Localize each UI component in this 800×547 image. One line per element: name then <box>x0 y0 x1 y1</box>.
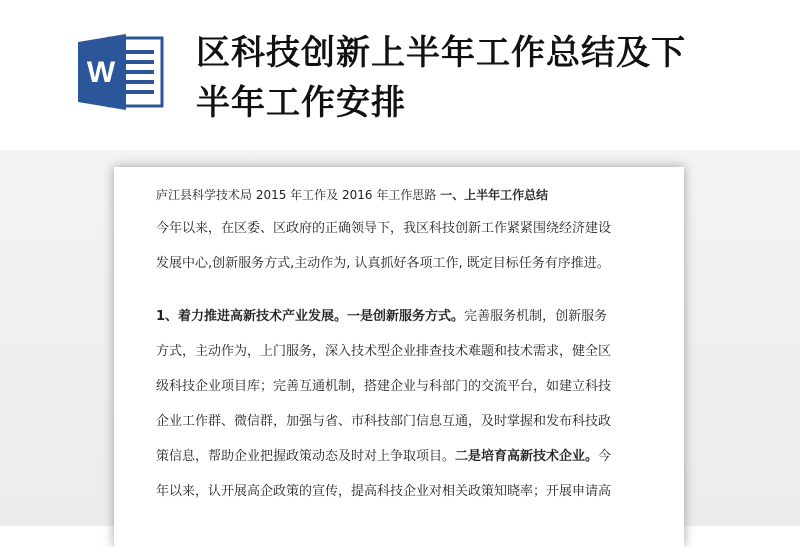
para1-line-1: 今年以来，在区委、区政府的正确领导下，我区科技创新工作紧紧围绕经济建设 <box>156 221 612 236</box>
item1-line-6: 年以来，认开展高企政策的宣传，提高科技企业对相关政策知晓率；开展申请高 <box>156 484 612 499</box>
item1-line-1 <box>156 299 656 334</box>
document-title <box>196 28 776 128</box>
item1-line5-start: 策信息，帮助企业把握政策动态及时对上争取项目。 <box>156 449 456 464</box>
meta-text: 庐江县科学技术局 2015 年工作及 2016 年工作思路 <box>156 188 437 202</box>
item1-line-4: 企业工作群、微信群，加强与省、市科技部门信息互通，及时掌握和发布科技政 <box>156 414 612 429</box>
document-body <box>156 179 656 509</box>
document-page <box>114 167 684 547</box>
section-heading: 一、上半年工作总结 <box>440 188 549 202</box>
item1-sub2: 二是培育高新技术企业。 <box>455 449 599 464</box>
word-icon <box>76 32 166 112</box>
item1-line-2: 方式，主动作为，上门服务，深入技术型企业排查技术难题和技术需求，健全区 <box>156 344 612 359</box>
meta-line <box>156 179 656 211</box>
paragraph-gap <box>156 281 656 299</box>
item1-heading: 1、着力推进高新技术产业发展。 <box>156 309 348 324</box>
item1-line-5 <box>156 439 656 474</box>
para1-line-2: 发展中心,创新服务方式,主动作为, 认真抓好各项工作, 既定目标任务有序推进。 <box>156 256 610 271</box>
item1-line5-end: 今 <box>598 449 612 464</box>
item1-line1-rest: 完善服务机制，创新服务 <box>464 309 608 324</box>
header <box>0 0 800 150</box>
svg-text:W: W <box>86 56 116 89</box>
item1-line-3: 级科技企业项目库；完善互通机制，搭建企业与科部门的交流平台，如建立科技 <box>156 379 612 394</box>
title-line-1: 区科技创新上半年工作总结及下 <box>196 33 686 73</box>
title-line-2: 半年工作安排 <box>196 83 406 123</box>
item1-sub1: 一是创新服务方式。 <box>347 309 465 324</box>
